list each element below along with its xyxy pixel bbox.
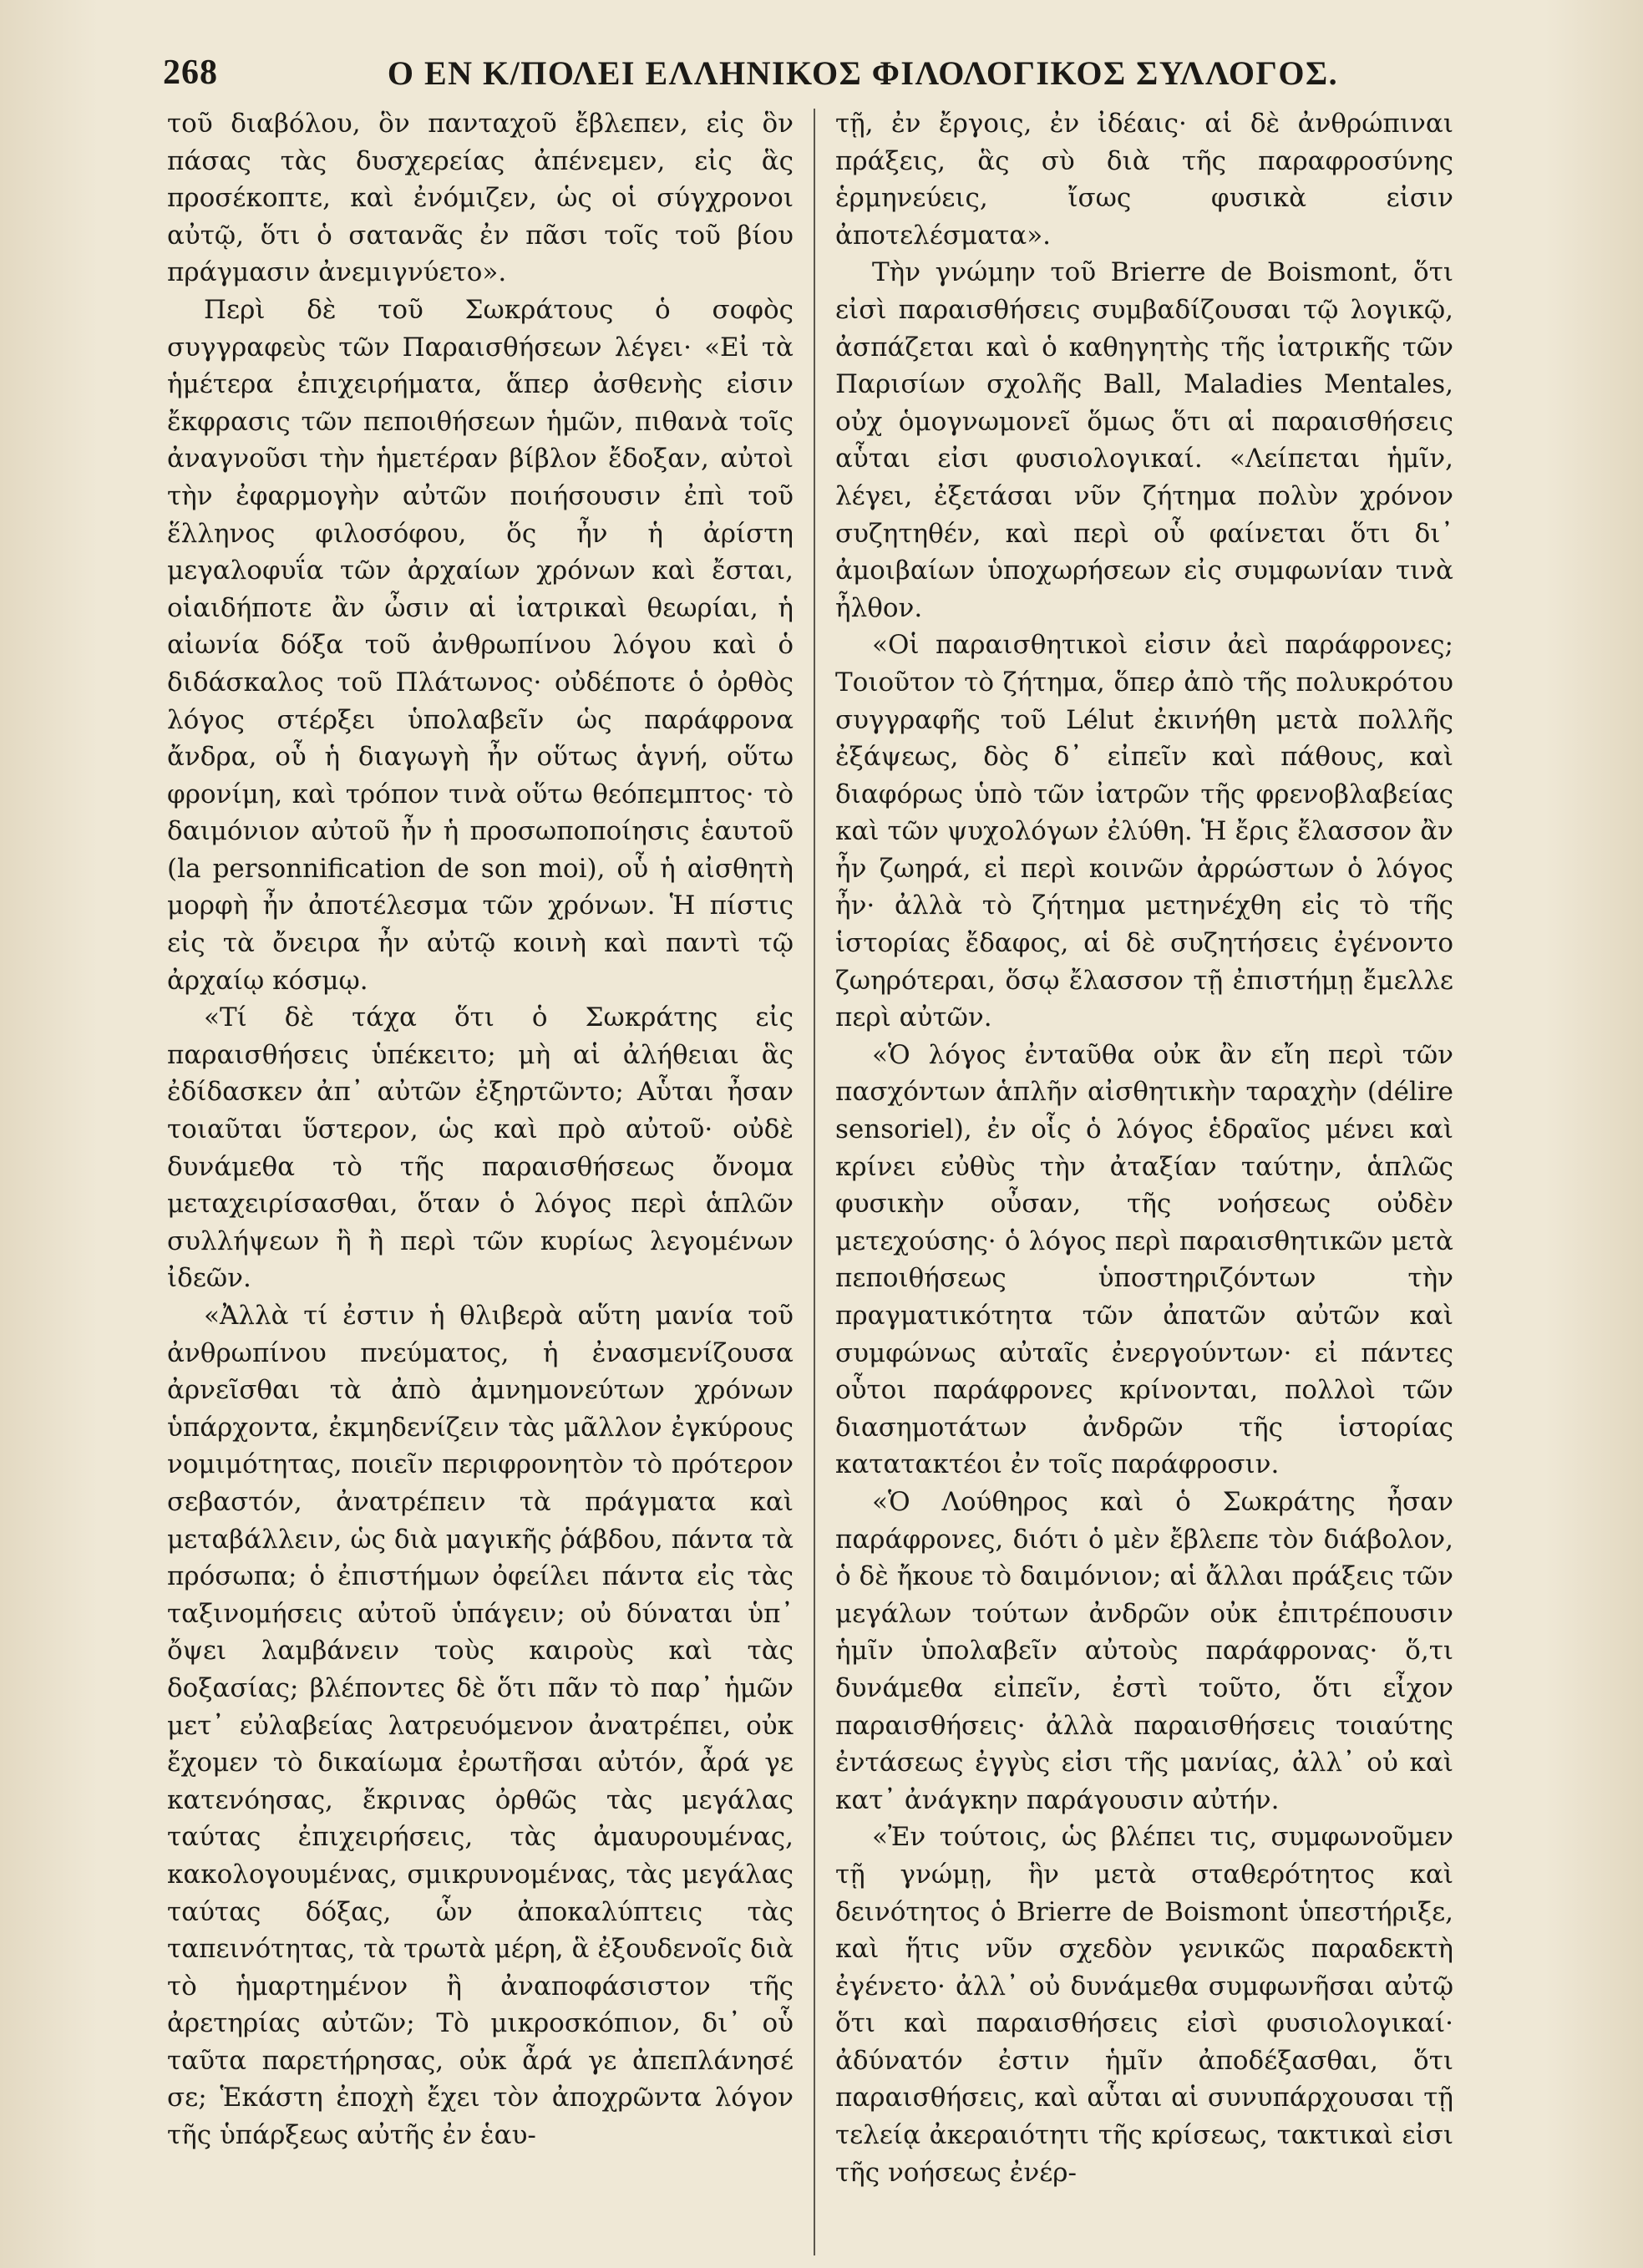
paragraph: Τὴν γνώμην τοῦ Brierre de Boismont, ὅτι εἰσὶ παραισθήσεις συμβαδίζουσαι τῷ λογικῷ, ἀσπάζεται καὶ ὁ καθηγητὴς τῆς ἰατρικῆς τῶν Παρισίων σχολῆς Ball, Maladies Mentales, οὐχ ὁμογνωμονεῖ ὅμως ὅτι αἱ παραισθήσεις αὗται εἰσι φυσιολογικαί. «Λείπεται ἡμῖν, λέγει, ἐξετάσαι νῦν ζήτημα πολὺν χρόνον συζητηθέν, καὶ περὶ οὗ φαίνεται ὅτι δι᾿ ἀμοιβαίων ὑποχωρήσεων εἰς συμφωνίαν τινὰ ἦλθον. (835, 257, 1453, 623)
paragraph: «Ὁ Λούθηρος καὶ ὁ Σωκράτης ἦσαν παράφρονες, διότι ὁ μὲν ἔβλεπε τὸν διάβολον, ὁ δὲ ἤκουε τὸ δαιμόνιον; αἱ ἄλλαι πράξεις τῶν μεγάλων τούτων ἀνδρῶν οὐκ ἐπιτρέπουσιν ἡμῖν ὑπολαβεῖν αὐτοὺς παράφρονας· ὅ,τι δυνάμεθα εἰπεῖν, ἐστὶ τοῦτο, ὅτι εἶχον παραισθήσεις· ἀλλὰ παραισθήσεις τοιαύτης ἐντάσεως ἐγγὺς εἰσι τῆς μανίας, ἀλλ᾿ οὐ καὶ κατ᾿ ἀνάγκην παράγουσιν αὐτήν. (835, 1486, 1453, 1815)
right-column (835, 105, 1453, 2191)
paragraph: «Ἀλλὰ τί ἐστιν ἡ θλιβερὰ αὕτη μανία τοῦ ἀνθρωπίνου πνεύματος, ἡ ἐνασμενίζουσα ἀρνεῖσθαι τὰ ἀπὸ ἀμνημονεύτων χρόνων ὑπάρχοντα, ἐκμηδενίζειν τὰς μᾶλλον ἐγκύρους νομιμότητας, ποιεῖν περιφρονητὸν τὸ πρότερον σεβαστόν, ἀνατρέπειν τὰ πράγματα καὶ μεταβάλλειν, ὡς διὰ μαγικῆς ῥάβδου, πάντα τὰ πρόσωπα; ὁ ἐπιστήμων ὀφείλει πάντα εἰς τὰς ταξινομήσεις αὐτοῦ ὑπάγειν; οὐ δύναται ὑπ᾿ ὄψει λαμβάνειν τοὺς καιροὺς καὶ τὰς δοξασίας; βλέποντες δὲ ὅτι πᾶν τὸ παρ᾿ ἡμῶν μετ᾿ εὐλαβείας λατρευόμενον ἀνατρέπει, οὐκ ἔχομεν τὸ δικαίωμα ἐρωτῆσαι αὐτόν, ἆρά γε κατενόησας, ἔκρινας ὀρθῶς τὰς μεγάλας ταύτας ἐπιχειρήσεις, τὰς ἀμαυρουμένας, κακολογουμένας, σμικρυνομένας, τὰς μεγάλας ταύτας δόξας, ὧν ἀποκαλύπτεις τὰς ταπεινότητας, τὰ τρωτὰ μέρη, ἃ ἐξουδενοῖς διὰ τὸ ἡμαρτημένον ἢ ἀναποφάσιστον τῆς ἀρετηρίας αὐτῶν; Τὸ μικροσκόπιον, δι᾿ οὗ ταῦτα παρετήρησας, οὐκ ἆρά γε ἀπεπλάνησέ σε; Ἑκάστη ἐποχὴ ἔχει τὸν ἀποχρῶντα λόγον τῆς ὑπάρξεως αὐτῆς ἐν ἑαυ- (167, 1301, 794, 2151)
paragraph: Περὶ δὲ τοῦ Σωκράτους ὁ σοφὸς συγγραφεὺς τῶν Παραισθήσεων λέγει· «Εἰ τὰ ἡμέτερα ἐπιχειρήματα, ἅπερ ἀσθενὴς εἰσιν ἔκφρασις τῶν πεποιθήσεων ἡμῶν, πιθανὰ τοῖς ἀναγνοῦσι τὴν ἡμετέραν βίβλον ἔδοξαν, αὐτοὶ τὴν ἐφαρμογὴν αὐτῶν ποιήσουσιν ἐπὶ τοῦ ἕλληνος φιλοσόφου, ὅς ἦν ἡ ἀρίστη μεγαλοφυΐα τῶν ἀρχαίων χρόνων καὶ ἔσται, οἱαιδήποτε ἂν ὦσιν αἱ ἰατρικαὶ θεωρίαι, ἡ αἰωνία δόξα τοῦ ἀνθρωπίνου λόγου καὶ ὁ διδάσκαλος τοῦ Πλάτωνος· οὐδέποτε ὁ ὀρθὸς λόγος στέρξει ὑπολαβεῖν ὡς παράφρονα ἄνδρα, οὗ ἡ διαγωγὴ ἦν οὕτως ἁγνή, οὕτω φρονίμη, καὶ τρόπον τινὰ οὕτω θεόπεμπτος· τὸ δαιμόνιον αὐτοῦ ἦν ἡ προσωποποίησις ἑαυτοῦ (la personnification de son moi), οὗ ἡ αἰσθητὴ μορφὴ ἦν ἀποτέλεσμα τῶν χρόνων. Ἡ πίστις εἰς τὰ ὄνειρα ἦν αὐτῷ κοινὴ καὶ παντὶ τῷ ἀρχαίῳ κόσμῳ. (167, 294, 794, 996)
paragraph: «Οἱ παραισθητικοὶ εἰσιν ἀεὶ παράφρονες; Τοιοῦτον τὸ ζήτημα, ὅπερ ἀπὸ τῆς πολυκρότου συγγραφῆς τοῦ Lélut ἐκινήθη μετὰ πολλῆς ἐξάψεως, δὸς δ᾿ εἰπεῖν καὶ πάθους, καὶ διαφόρως ὑπὸ τῶν ἰατρῶν τῆς φρενοβλαβείας καὶ τῶν ψυχολόγων ἐλύθη. Ἡ ἔρις ἔλασσον ἂν ἦν ζωηρά, εἰ περὶ κοινῶν ἀρρώστων ὁ λόγος ἦν· ἀλλὰ τὸ ζήτημα μετηνέχθη εἰς τὸ τῆς ἱστορίας ἔδαφος, αἱ δὲ συζητήσεις ἐγένοντο ζωηρότεραι, ὅσῳ ἔλασσον τῇ ἐπιστήμῃ ἔμελλε περὶ αὐτῶν. (835, 630, 1453, 1033)
column-divider (814, 109, 815, 2255)
left-column (167, 105, 794, 2154)
paragraph: τοῦ διαβόλου, ὃν πανταχοῦ ἔβλεπεν, εἰς ὃν πάσας τὰς δυσχερείας ἀπένεμεν, εἰς ἃς προσέκοπτε, καὶ ἐνόμιζεν, ὡς οἱ σύγχρονοι αὐτῷ, ὅτι ὁ σατανᾶς ἐν πᾶσι τοῖς τοῦ βίου πράγμασιν ἀνεμιγνύετο». (167, 109, 794, 288)
paragraph: «Τί δὲ τάχα ὅτι ὁ Σωκράτης εἰς παραισθήσεις ὑπέκειτο; μὴ αἱ ἀλήθειαι ἃς ἐδίδασκεν ἀπ᾿ αὐτῶν ἐξηρτῶντο; Αὗται ἦσαν τοιαῦται ὕστερον, ὡς καὶ πρὸ αὐτοῦ· οὐδὲ δυνάμεθα τὸ τῆς παραισθήσεως ὄνομα μεταχειρίσασθαι, ὅταν ὁ λόγος περὶ ἁπλῶν συλλήψεων ἢ ἢ περὶ τῶν κυρίως λεγομένων ἰδεῶν. (167, 1002, 794, 1294)
page-number: 268 (163, 53, 218, 92)
running-title: Ο ΕΝ Κ/ΠΟΛΕΙ ΕΛΛΗΝΙΚΟΣ ΦΙΛΟΛΟΓΙΚΟΣ ΣΥΛΛΟΓΟΣ. (387, 53, 1339, 92)
paragraph: «Ἐν τούτοις, ὡς βλέπει τις, συμφωνοῦμεν τῇ γνώμῃ, ἣν μετὰ σταθερότητος καὶ δεινότητος ὁ Brierre de Boismont ὑπεστήριξε, καὶ ἥτις νῦν σχεδὸν γενικῶς παραδεκτὴ ἐγένετο· ἀλλ᾿ οὐ δυνάμεθα συμφωνῆσαι αὐτῷ ὅτι καὶ παραισθήσεις εἰσὶ φυσιολογικαί· ἀδύνατόν ἐστιν ἡμῖν ἀποδέξασθαι, ὅτι παραισθήσεις, καὶ αὗται αἱ συνυπάρχουσαι τῇ τελείᾳ ἀκεραιότητι τῆς κρίσεως, τακτικαὶ εἰσι τῆς νοήσεως ἐνέρ- (835, 1822, 1453, 2188)
paragraph: «Ὁ λόγος ἐνταῦθα οὐκ ἂν εἴη περὶ τῶν πασχόντων ἁπλῆν αἰσθητικὴν ταραχὴν (délire sensoriel), ἐν οἷς ὁ λόγος ἑδραῖος μένει καὶ κρίνει εὐθὺς τὴν ἀταξίαν ταύτην, ἁπλῶς φυσικὴν οὖσαν, τῆς νοήσεως οὐδὲν μετεχούσης· ὁ λόγος περὶ παραισθητικῶν μετὰ πεποιθήσεως ὑποστηριζόντων τὴν πραγματικότητα τῶν ἀπατῶν αὐτῶν καὶ συμφώνως αὐταῖς ἐνεργούντων· εἰ πάντες οὗτοι παράφρονες κρίνονται, πολλοὶ τῶν διασημοτάτων ἀνδρῶν τῆς ἱστορίας κατατακτέοι ἐν τοῖς παράφροσιν. (835, 1039, 1453, 1480)
page-header (163, 43, 1474, 102)
paragraph: τῇ, ἐν ἔργοις, ἐν ἰδέαις· αἱ δὲ ἀνθρώπιναι πράξεις, ἃς σὺ διὰ τῆς παραφροσύνης ἑρμηνεύεις, ἴσως φυσικὰ εἰσιν ἀποτελέσματα». (835, 109, 1453, 251)
